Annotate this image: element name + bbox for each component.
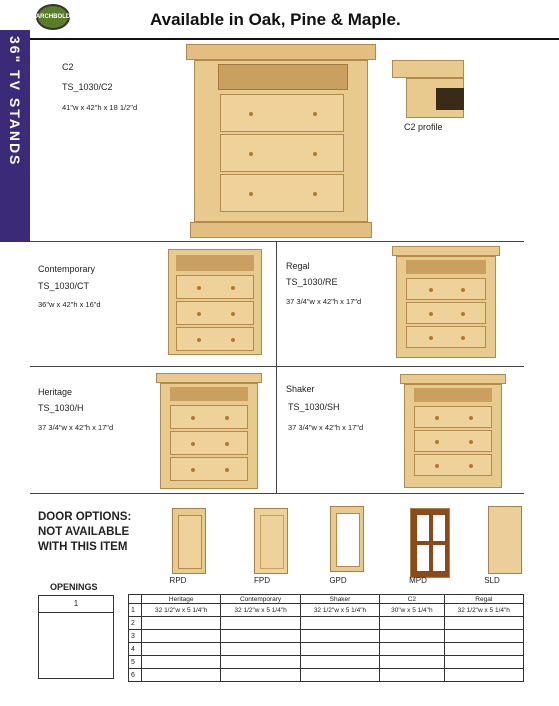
table-cell — [444, 643, 523, 656]
tv-stand-image-contemporary — [168, 249, 262, 355]
row-number: 2 — [129, 617, 142, 630]
openings-box — [38, 595, 114, 679]
column-divider — [276, 241, 277, 493]
product-dims-contemporary: 36"w x 42"h x 16"d — [38, 300, 101, 309]
table-cell — [300, 617, 379, 630]
header-divider — [30, 38, 559, 40]
c2-profile-image — [392, 60, 464, 118]
table-cell: 30"w x 5 1/4"h — [380, 604, 444, 617]
door-mpd-label: MPD — [409, 576, 427, 585]
openings-value: 1 — [39, 596, 113, 613]
table-cell — [142, 656, 221, 669]
table-row — [129, 617, 524, 630]
door-sld-image — [488, 506, 522, 574]
row-number: 1 — [129, 604, 142, 617]
table-cell — [380, 656, 444, 669]
table-cell: 32 1/2"w x 5 1/4"h — [300, 604, 379, 617]
table-cell: 32 1/2"w x 5 1/4"h — [221, 604, 300, 617]
row-number: 4 — [129, 643, 142, 656]
table-cell — [300, 656, 379, 669]
column-header: Regal — [444, 595, 523, 604]
table-cell — [221, 617, 300, 630]
door-options-line: NOT AVAILABLE — [38, 526, 130, 538]
table-row — [129, 669, 524, 682]
table-cell — [300, 669, 379, 682]
page-title: Available in Oak, Pine & Maple. — [150, 10, 401, 29]
table-cell — [380, 630, 444, 643]
table-cell — [221, 630, 300, 643]
table-cell — [142, 630, 221, 643]
brand-logo — [36, 4, 70, 30]
sidebar-label: 36" TV STANDS — [7, 36, 23, 167]
column-header: Contemporary — [221, 595, 300, 604]
door-sld-label: SLD — [484, 576, 500, 585]
row-number: 6 — [129, 669, 142, 682]
row-number: 5 — [129, 656, 142, 669]
table-cell — [380, 669, 444, 682]
product-name-regal: Regal — [286, 261, 310, 271]
door-gpd-image — [330, 506, 364, 572]
row-number: 3 — [129, 630, 142, 643]
table-cell — [221, 643, 300, 656]
table-row — [129, 630, 524, 643]
door-options-heading — [38, 510, 131, 555]
table-cell — [444, 656, 523, 669]
table-cell — [380, 617, 444, 630]
product-code-heritage: TS_1030/H — [38, 403, 84, 413]
tv-stand-image-shaker — [400, 374, 506, 488]
table-cell — [380, 643, 444, 656]
product-name-shaker: Shaker — [286, 384, 315, 394]
table-cell — [142, 643, 221, 656]
table-cell — [444, 630, 523, 643]
tv-stand-image-regal — [392, 246, 500, 358]
product-name-c2: C2 — [62, 62, 74, 72]
door-fpd-label: FPD — [254, 576, 270, 585]
product-name-contemporary: Contemporary — [38, 264, 96, 274]
profile-caption: C2 profile — [404, 122, 443, 132]
table-cell — [444, 617, 523, 630]
table-row — [129, 656, 524, 669]
table-cell — [221, 656, 300, 669]
door-fpd-image — [254, 508, 288, 574]
table-corner — [129, 595, 142, 604]
column-header: Shaker — [300, 595, 379, 604]
product-code-regal: TS_1030/RE — [286, 277, 338, 287]
column-header: Heritage — [142, 595, 221, 604]
tv-stand-image-c2 — [186, 44, 376, 238]
product-dims-heritage: 37 3/4"w x 42"h x 17"d — [38, 423, 114, 432]
door-options-line: WITH THIS ITEM — [38, 541, 128, 553]
door-options-line: DOOR OPTIONS: — [38, 511, 132, 523]
product-name-heritage: Heritage — [38, 387, 73, 397]
product-code-contemporary: TS_1030/CT — [38, 281, 90, 291]
product-dims-regal: 37 3/4"w x 42"h x 17"d — [286, 297, 362, 306]
door-rpd-label: RPD — [169, 576, 187, 585]
table-row — [129, 604, 524, 617]
table-header-row — [129, 595, 524, 604]
product-code-c2: TS_1030/C2 — [62, 82, 113, 92]
tv-stand-image-heritage — [156, 373, 262, 489]
table-cell: 32 1/2"w x 5 1/4"h — [142, 604, 221, 617]
product-dims-shaker: 37 3/4"w x 42"h x 17"d — [288, 423, 364, 432]
door-mpd-image — [410, 508, 450, 578]
product-code-shaker: TS_1030/SH — [288, 402, 340, 412]
door-rpd-image — [172, 508, 206, 574]
category-sidebar — [0, 30, 30, 242]
table-cell — [300, 630, 379, 643]
table-cell — [221, 669, 300, 682]
openings-label: OPENINGS — [50, 582, 98, 592]
section-divider — [30, 366, 524, 367]
section-divider — [30, 493, 524, 494]
column-header: C2 — [380, 595, 444, 604]
openings-size-table — [128, 594, 524, 682]
table-cell: 32 1/2"w x 5 1/4"h — [444, 604, 523, 617]
table-cell — [300, 643, 379, 656]
table-cell — [142, 669, 221, 682]
door-gpd-label: GPD — [329, 576, 347, 585]
table-cell — [142, 617, 221, 630]
logo-text: ARCHBOLD — [35, 14, 71, 20]
table-cell — [444, 669, 523, 682]
table-row — [129, 643, 524, 656]
section-divider — [30, 241, 524, 242]
product-dims-c2: 41"w x 42"h x 18 1/2"d — [62, 103, 138, 112]
